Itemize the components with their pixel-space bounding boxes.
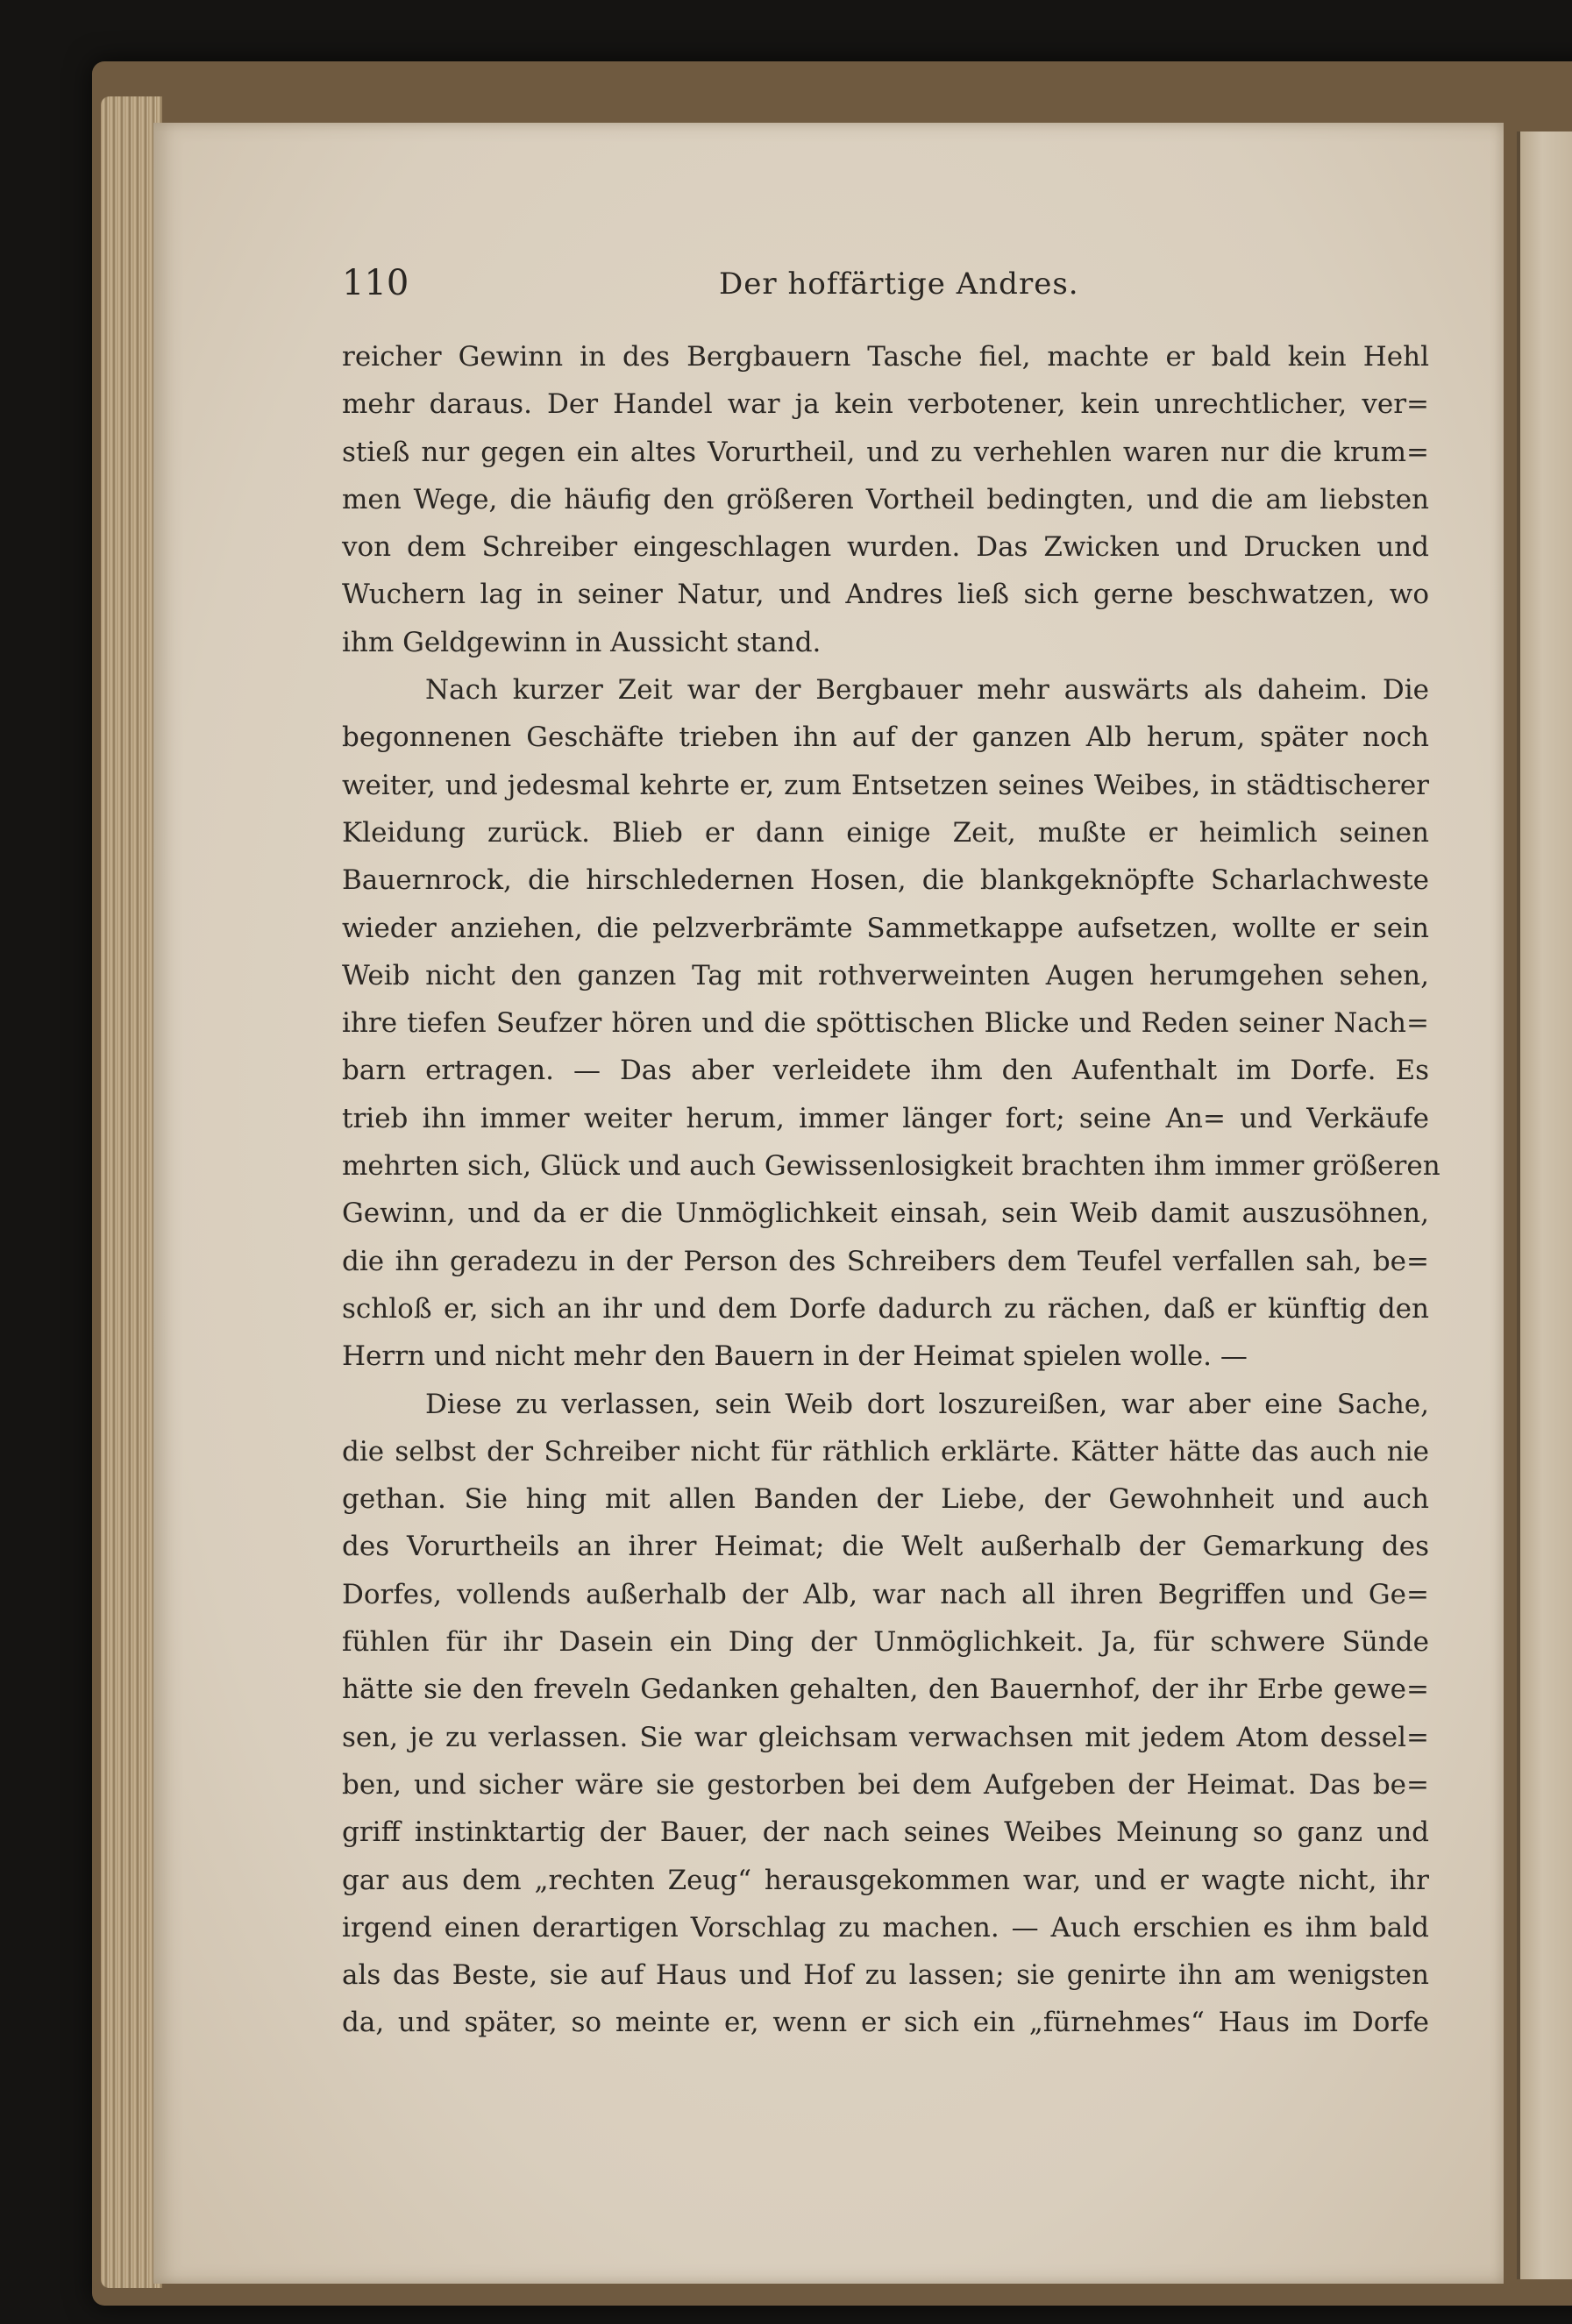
text-line: fühlen für ihr Dasein ein Ding der Unmöglichkeit. Ja, für schwere Sünde	[342, 1626, 1429, 1659]
text-line: als das Beste, sie auf Haus und Hof zu lassen; sie genirte ihn am wenigsten	[342, 1959, 1429, 1992]
text-line: barn ertragen. — Das aber verleidete ihm den Aufenthalt im Dorfe. Es	[342, 1055, 1429, 1087]
text-line: Herrn und nicht mehr den Bauern in der Heimat spielen wolle. —	[342, 1340, 1248, 1373]
text-line: trieb ihn immer weiter herum, immer länger fort; seine An= und Verkäufe	[342, 1102, 1429, 1134]
text-line: irgend einen derartigen Vorschlag zu machen. — Auch erschien es ihm bald	[342, 1911, 1429, 1944]
text-line: mehrten sich, Glück und auch Gewissenlosigkeit brachten ihm immer größeren	[342, 1150, 1440, 1183]
running-head: Der hoffärtige Andres.	[719, 267, 1079, 302]
text-line: Kleidung zurück. Blieb er dann einige Zeit, mußte er heimlich seinen	[342, 816, 1429, 849]
text-line: weiter, und jedesmal kehrte er, zum Entsetzen seines Weibes, in städtischerer	[342, 769, 1429, 801]
text-line: gethan. Sie hing mit allen Banden der Liebe, der Gewohnheit und auch	[342, 1483, 1429, 1516]
text-line: sen, je zu verlassen. Sie war gleichsam verwachsen mit jedem Atom dessel=	[342, 1721, 1429, 1753]
text-line: gar aus dem „rechten Zeug“ herausgekommen war, und er wagte nicht, ihr	[342, 1864, 1429, 1896]
text-line: Wuchern lag in seiner Natur, und Andres ließ sich gerne beschwatzen, wo	[342, 579, 1429, 611]
facing-page-edge	[1517, 131, 1572, 2279]
text-line: schloß er, sich an ihr und dem Dorfe dadurch zu rächen, daß er künftig den	[342, 1292, 1429, 1325]
paragraph-3	[342, 1381, 1429, 2047]
text-line: Diese zu verlassen, sein Weib dort loszureißen, war aber eine Sache,	[425, 1388, 1429, 1420]
text-line: ihm Geldgewinn in Aussicht stand.	[342, 626, 822, 658]
text-line: stieß nur gegen ein altes Vorurtheil, und zu verhehlen waren nur die krum=	[342, 436, 1429, 468]
text-line: mehr daraus. Der Handel war ja kein verbotener, kein unrechtlicher, ver=	[342, 388, 1429, 421]
paragraph-2	[342, 666, 1440, 1380]
text-line: Weib nicht den ganzen Tag mit rothverweinten Augen herumgehen sehen,	[342, 959, 1429, 991]
text-line: die selbst der Schreiber nicht für räthlich erklärte. Kätter hätte das auch nie	[342, 1435, 1429, 1468]
text-line: Nach kurzer Zeit war der Bergbauer mehr auswärts als daheim. Die	[425, 674, 1429, 707]
text-line: hätte sie den freveln Gedanken gehalten, den Bauernhof, der ihr Erbe gewe=	[342, 1674, 1429, 1706]
page-header	[342, 263, 1420, 316]
text-line: griff instinktartig der Bauer, der nach seines Weibes Meinung so ganz und	[342, 1816, 1429, 1849]
text-line: ihre tiefen Seufzer hören und die spöttischen Blicke und Reden seiner Nach=	[342, 1007, 1429, 1040]
text-line: des Vorurtheils an ihrer Heimat; die Welt außerhalb der Gemarkung des	[342, 1531, 1429, 1563]
text-line: Dorfes, vollends außerhalb der Alb, war nach all ihren Begriffen und Ge=	[342, 1578, 1429, 1610]
text-line: reicher Gewinn in des Bergbauern Tasche fiel, machte er bald kein Hehl	[342, 341, 1429, 373]
page-number: 110	[342, 263, 409, 303]
text-line: von dem Schreiber eingeschlagen wurden. Das Zwicken und Drucken und	[342, 531, 1429, 564]
text-line: da, und später, so meinte er, wenn er sich ein „fürnehmes“ Haus im Dorfe	[342, 2007, 1429, 2039]
text-line: Bauernrock, die hirschledernen Hosen, die blankgeknöpfte Scharlachweste	[342, 864, 1429, 897]
text-line: die ihn geradezu in der Person des Schreibers dem Teufel verfallen sah, be=	[342, 1245, 1429, 1277]
text-line: Gewinn, und da er die Unmöglichkeit einsah, sein Weib damit auszusöhnen,	[342, 1198, 1429, 1230]
paragraph-1	[342, 333, 1429, 666]
text-line: wieder anziehen, die pelzverbrämte Sammetkappe aufsetzen, wollte er sein	[342, 912, 1429, 944]
body-text	[342, 333, 1440, 2047]
text-line: men Wege, die häufig den größeren Vortheil bedingten, und die am liebsten	[342, 483, 1429, 515]
text-line: begonnenen Geschäfte trieben ihn auf der ganzen Alb herum, später noch	[342, 721, 1429, 754]
text-line: ben, und sicher wäre sie gestorben bei dem Aufgeben der Heimat. Das be=	[342, 1768, 1429, 1801]
